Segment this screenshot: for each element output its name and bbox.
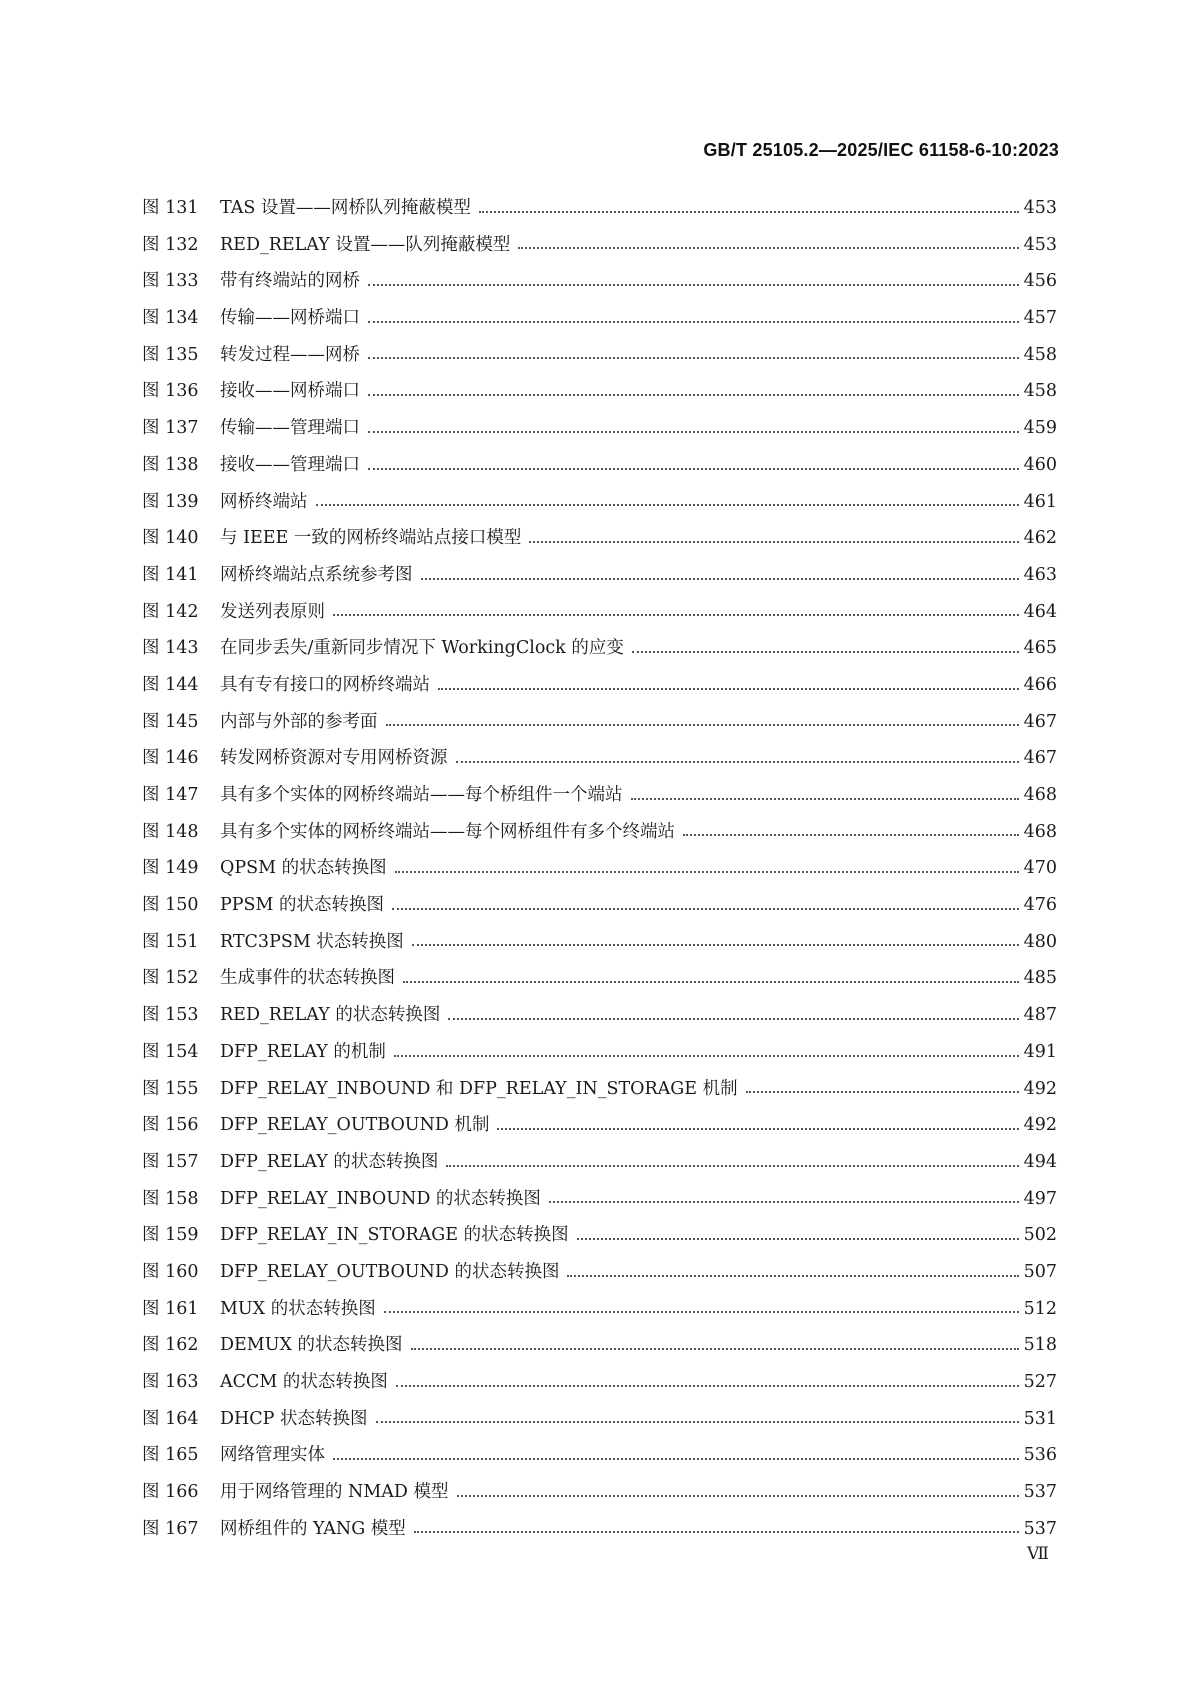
dot-leader <box>518 247 1019 249</box>
figure-title: 网络管理实体 <box>220 1445 325 1466</box>
toc-entry[interactable] <box>142 1254 1057 1291</box>
dot-leader <box>567 1275 1019 1277</box>
toc-entry[interactable] <box>142 557 1057 594</box>
figure-number: 图 148 <box>142 821 199 842</box>
page-ref: 527 <box>1023 1372 1057 1392</box>
figure-title: 带有终端站的网桥 <box>220 271 360 292</box>
toc-entry[interactable] <box>142 410 1057 447</box>
toc-entry[interactable] <box>142 1474 1057 1511</box>
dot-leader <box>394 1055 1019 1057</box>
figure-title: DEMUX 的状态转换图 <box>220 1335 403 1356</box>
toc-entry[interactable] <box>142 814 1057 851</box>
dot-leader <box>631 798 1020 800</box>
figure-title: 具有专有接口的网桥终端站 <box>220 674 430 695</box>
figure-title: ACCM 的状态转换图 <box>220 1372 388 1392</box>
toc-entry[interactable] <box>142 740 1057 777</box>
figure-number: 图 141 <box>142 564 199 585</box>
figure-title: DFP_RELAY_OUTBOUND 的状态转换图 <box>220 1261 560 1282</box>
toc-entry[interactable] <box>142 630 1057 667</box>
toc-entry[interactable] <box>142 850 1057 887</box>
page-ref: 476 <box>1023 895 1057 916</box>
dot-leader <box>577 1238 1019 1240</box>
figure-title: 网桥组件的 YANG 模型 <box>220 1518 406 1539</box>
page-ref: 458 <box>1023 381 1057 402</box>
toc-entry[interactable] <box>142 1364 1057 1401</box>
figure-number: 图 133 <box>142 271 199 292</box>
toc-entry[interactable] <box>142 960 1057 997</box>
figure-title: DFP_RELAY_INBOUND 的状态转换图 <box>220 1188 541 1209</box>
toc-entry[interactable] <box>142 227 1057 264</box>
dot-leader <box>497 1128 1019 1130</box>
dot-leader <box>549 1201 1019 1203</box>
page-ref: 464 <box>1023 601 1057 622</box>
figure-number: 图 142 <box>142 601 199 622</box>
page-ref: 536 <box>1023 1445 1057 1466</box>
page-ref: 458 <box>1023 344 1057 365</box>
figure-number: 图 165 <box>142 1445 199 1466</box>
page-ref: 467 <box>1023 711 1057 732</box>
toc-entry[interactable] <box>142 594 1057 631</box>
page-ref: 462 <box>1023 528 1057 549</box>
toc-entry[interactable] <box>142 1437 1057 1474</box>
figure-title: 传输——网桥端口 <box>220 308 360 329</box>
page-ref: 470 <box>1023 858 1057 879</box>
figure-title: DFP_RELAY 的状态转换图 <box>220 1151 439 1172</box>
toc-entry[interactable] <box>142 1107 1057 1144</box>
toc-entry[interactable] <box>142 484 1057 521</box>
page-ref: 453 <box>1023 234 1057 255</box>
page-ref: 507 <box>1023 1261 1057 1282</box>
toc-entry[interactable] <box>142 1511 1057 1548</box>
figure-title: DFP_RELAY 的机制 <box>220 1041 386 1062</box>
page-ref: 468 <box>1023 821 1057 842</box>
page-ref: 460 <box>1023 454 1057 475</box>
figure-title: 生成事件的状态转换图 <box>220 968 395 989</box>
page-ref: 453 <box>1023 198 1057 218</box>
dot-leader <box>376 1421 1019 1423</box>
figure-number: 图 159 <box>142 1225 199 1246</box>
page-ref: 467 <box>1023 748 1057 769</box>
page-ref: 466 <box>1023 674 1057 695</box>
list-of-figures <box>142 190 1057 1547</box>
page-ref: 518 <box>1023 1335 1057 1356</box>
figure-number: 图 164 <box>142 1408 199 1429</box>
toc-entry[interactable] <box>142 924 1057 961</box>
toc-entry[interactable] <box>142 1327 1057 1364</box>
page-ref: 497 <box>1023 1188 1057 1209</box>
dot-leader <box>384 1311 1019 1313</box>
document-code: GB/T 25105.2—2025/IEC 61158-6-10:2023 <box>703 140 1059 160</box>
page-ref: 465 <box>1023 638 1057 659</box>
figure-number: 图 149 <box>142 858 199 879</box>
figure-number: 图 139 <box>142 491 199 512</box>
figure-number: 图 162 <box>142 1335 199 1356</box>
toc-entry[interactable] <box>142 997 1057 1034</box>
figure-title: TAS 设置——网桥队列掩蔽模型 <box>220 198 471 218</box>
figure-number: 图 135 <box>142 344 199 365</box>
dot-leader <box>368 468 1019 470</box>
page-ref: 537 <box>1023 1518 1057 1539</box>
figure-number: 图 136 <box>142 381 199 402</box>
dot-leader <box>333 614 1019 616</box>
figure-title: 发送列表原则 <box>220 601 325 622</box>
toc-entry[interactable] <box>142 704 1057 741</box>
dot-leader <box>421 578 1020 580</box>
page-ref: 485 <box>1023 968 1057 989</box>
toc-entry[interactable] <box>142 337 1057 374</box>
dot-leader <box>368 357 1019 359</box>
figure-title: RED_RELAY 设置——队列掩蔽模型 <box>220 234 511 255</box>
dot-leader <box>403 981 1019 983</box>
figure-number: 图 157 <box>142 1151 199 1172</box>
page-ref: 491 <box>1023 1041 1057 1062</box>
dot-leader <box>412 944 1019 946</box>
figure-title: 具有多个实体的网桥终端站——每个网桥组件有多个终端站 <box>220 821 675 842</box>
dot-leader <box>411 1348 1020 1350</box>
page-ref: 502 <box>1023 1225 1057 1246</box>
figure-number: 图 145 <box>142 711 199 732</box>
figure-title: QPSM 的状态转换图 <box>220 858 387 879</box>
page-ref: 468 <box>1023 785 1057 805</box>
dot-leader <box>386 724 1020 726</box>
figure-title: 网桥终端站点系统参考图 <box>220 564 413 585</box>
toc-entry[interactable] <box>142 777 1057 814</box>
toc-entry[interactable] <box>142 190 1057 227</box>
figure-number: 图 154 <box>142 1041 199 1062</box>
figure-number: 图 156 <box>142 1115 199 1136</box>
dot-leader <box>414 1531 1019 1533</box>
figure-number: 图 144 <box>142 674 199 695</box>
figure-number: 图 138 <box>142 454 199 475</box>
toc-entry[interactable] <box>142 520 1057 557</box>
figure-title: 用于网络管理的 NMAD 模型 <box>220 1482 449 1503</box>
figure-number: 图 155 <box>142 1078 199 1099</box>
figure-title: 传输——管理端口 <box>220 418 360 439</box>
dot-leader <box>529 541 1019 543</box>
page-ref: 531 <box>1023 1408 1057 1429</box>
figure-title: 转发网桥资源对专用网桥资源 <box>220 748 448 769</box>
dot-leader <box>683 834 1019 836</box>
dot-leader <box>632 651 1019 653</box>
toc-entry[interactable] <box>142 1034 1057 1071</box>
page-ref: 480 <box>1023 931 1057 952</box>
page-ref: 512 <box>1023 1298 1057 1319</box>
page-ref: 487 <box>1023 1005 1057 1026</box>
figure-number: 图 137 <box>142 418 199 439</box>
figure-title: RED_RELAY 的状态转换图 <box>220 1005 441 1026</box>
figure-number: 图 140 <box>142 528 199 549</box>
figure-title: DHCP 状态转换图 <box>220 1408 368 1429</box>
figure-number: 图 166 <box>142 1482 199 1503</box>
dot-leader <box>333 1458 1019 1460</box>
figure-number: 图 160 <box>142 1261 199 1282</box>
figure-number: 图 167 <box>142 1518 199 1539</box>
figure-number: 图 147 <box>142 785 199 805</box>
dot-leader <box>368 321 1019 323</box>
figure-number: 图 150 <box>142 895 199 916</box>
toc-entry[interactable] <box>142 1144 1057 1181</box>
figure-title: DFP_RELAY_INBOUND 和 DFP_RELAY_IN_STORAGE 机制 <box>220 1078 738 1099</box>
page-ref: 492 <box>1023 1115 1057 1136</box>
toc-entry[interactable] <box>142 447 1057 484</box>
toc-entry[interactable] <box>142 373 1057 410</box>
toc-entry[interactable] <box>142 1401 1057 1438</box>
page-ref: 537 <box>1023 1482 1057 1503</box>
figure-title: 网桥终端站 <box>220 491 308 512</box>
page-ref: 457 <box>1023 308 1057 329</box>
figure-title: PPSM 的状态转换图 <box>220 895 385 916</box>
toc-entry[interactable] <box>142 1291 1057 1328</box>
dot-leader <box>368 284 1019 286</box>
dot-leader <box>438 688 1019 690</box>
figure-title: 转发过程——网桥 <box>220 344 360 365</box>
dot-leader <box>456 761 1020 763</box>
figure-title: MUX 的状态转换图 <box>220 1298 376 1319</box>
dot-leader <box>395 871 1019 873</box>
toc-entry[interactable] <box>142 300 1057 337</box>
figure-title: 内部与外部的参考面 <box>220 711 378 732</box>
figure-title: 接收——网桥端口 <box>220 381 360 402</box>
figure-title: DFP_RELAY_IN_STORAGE 的状态转换图 <box>220 1225 569 1246</box>
figure-title: 具有多个实体的网桥终端站——每个桥组件一个端站 <box>220 785 623 805</box>
toc-entry[interactable] <box>142 1181 1057 1218</box>
dot-leader <box>392 908 1019 910</box>
figure-number: 图 143 <box>142 638 199 659</box>
page-ref: 456 <box>1023 271 1057 292</box>
dot-leader <box>746 1091 1019 1093</box>
dot-leader <box>316 504 1020 506</box>
dot-leader <box>368 394 1019 396</box>
dot-leader <box>396 1385 1019 1387</box>
figure-title: 在同步丢失/重新同步情况下 WorkingClock 的应变 <box>220 638 624 659</box>
toc-entry[interactable] <box>142 887 1057 924</box>
figure-number: 图 163 <box>142 1372 199 1392</box>
page-ref: 463 <box>1023 564 1057 585</box>
figure-title: DFP_RELAY_OUTBOUND 机制 <box>220 1115 490 1136</box>
page-ref: 494 <box>1023 1151 1057 1172</box>
figure-number: 图 131 <box>142 198 199 218</box>
figure-number: 图 146 <box>142 748 199 769</box>
figure-number: 图 132 <box>142 234 199 255</box>
figure-number: 图 134 <box>142 308 199 329</box>
dot-leader <box>479 211 1019 213</box>
toc-entry[interactable] <box>142 1217 1057 1254</box>
figure-title: 接收——管理端口 <box>220 454 360 475</box>
figure-number: 图 152 <box>142 968 199 989</box>
toc-entry[interactable] <box>142 1071 1057 1108</box>
page-ref: 459 <box>1023 418 1057 439</box>
toc-entry[interactable] <box>142 667 1057 704</box>
toc-entry[interactable] <box>142 263 1057 300</box>
figure-number: 图 161 <box>142 1298 199 1319</box>
figure-number: 图 151 <box>142 931 199 952</box>
dot-leader <box>446 1165 1019 1167</box>
figure-number: 图 153 <box>142 1005 199 1026</box>
figure-title: RTC3PSM 状态转换图 <box>220 931 404 952</box>
figure-title: 与 IEEE 一致的网桥终端站点接口模型 <box>220 528 522 549</box>
dot-leader <box>457 1495 1019 1497</box>
figure-number: 图 158 <box>142 1188 199 1209</box>
page-ref: 461 <box>1023 491 1057 512</box>
page-ref: 492 <box>1023 1078 1057 1099</box>
page-number: Ⅶ <box>1027 1544 1049 1563</box>
dot-leader <box>368 431 1019 433</box>
dot-leader <box>448 1018 1019 1020</box>
